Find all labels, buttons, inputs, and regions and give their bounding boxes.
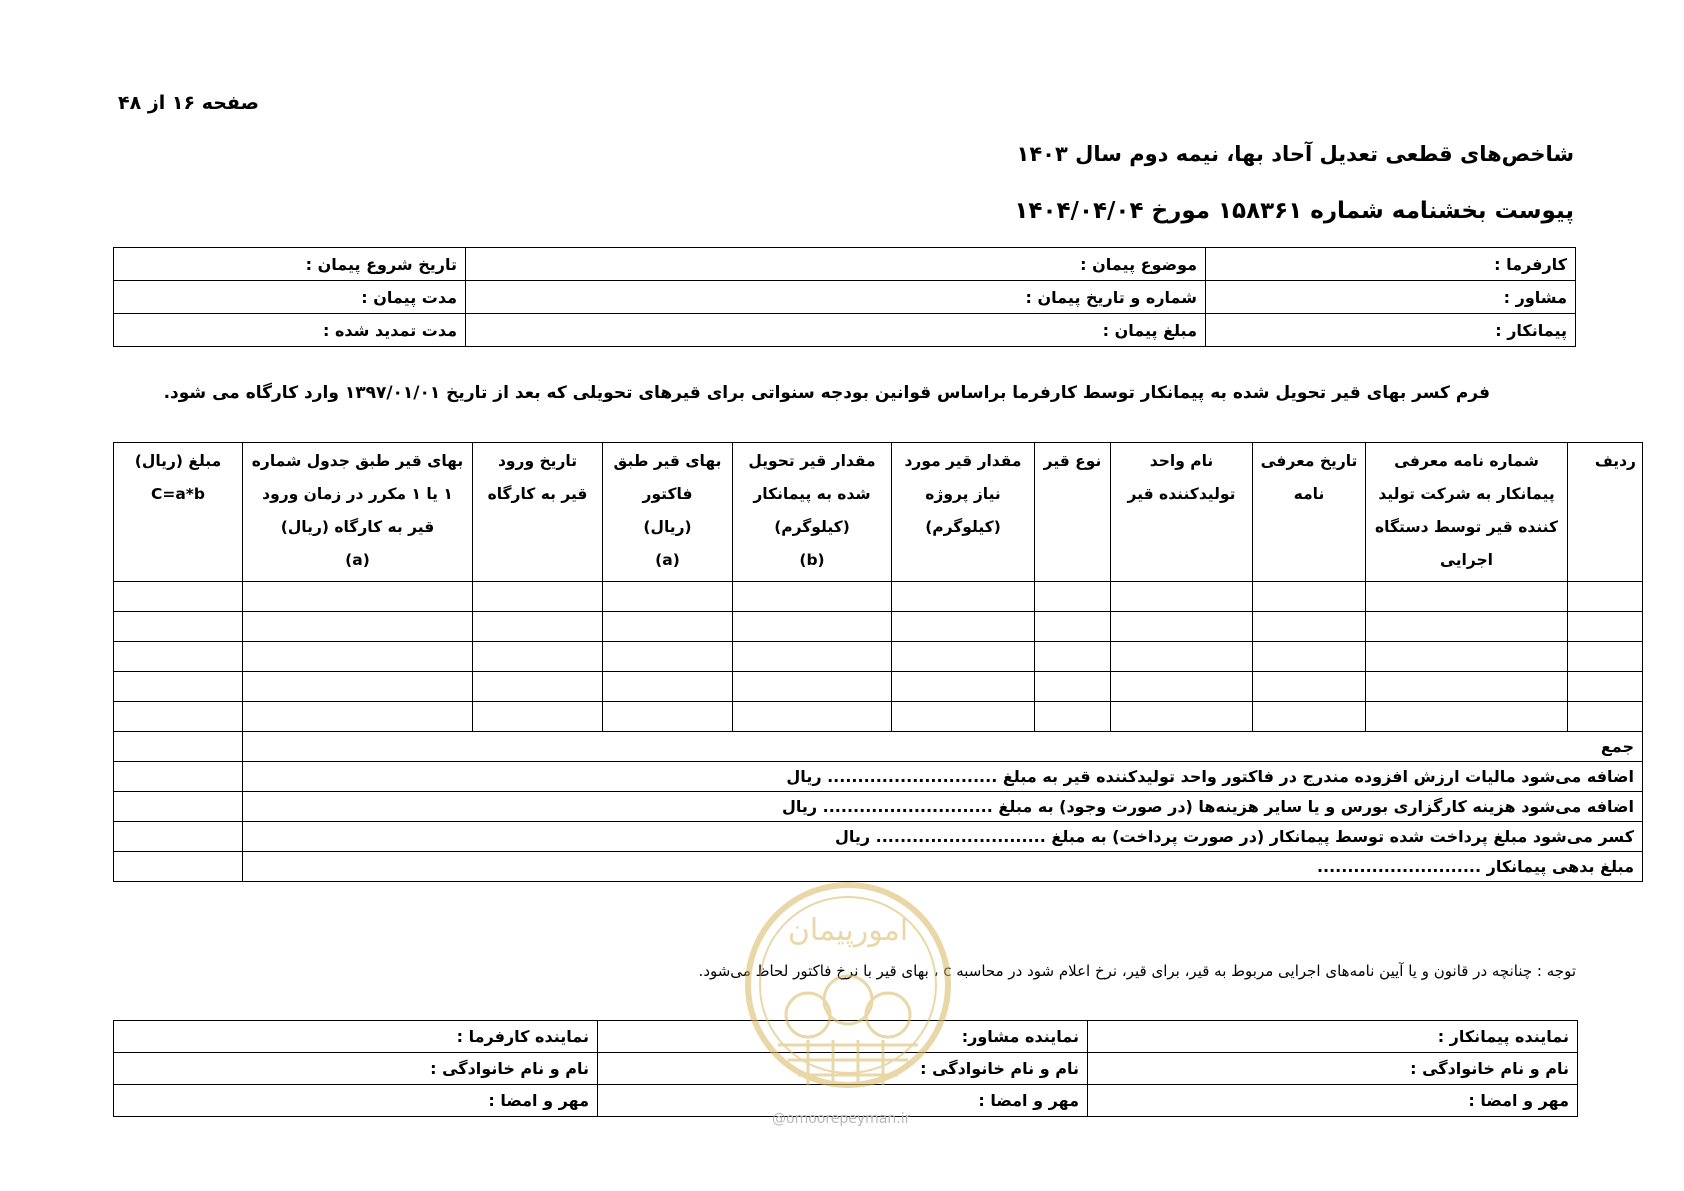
header-line: شماره نامه معرفی bbox=[1394, 452, 1539, 470]
table-cell bbox=[1568, 612, 1643, 642]
table-cell bbox=[1253, 672, 1366, 702]
table-cell bbox=[473, 642, 603, 672]
table-cell bbox=[243, 702, 473, 732]
header-line: قیر به کارگاه (ریال) bbox=[280, 518, 435, 536]
contract-number-date-field: شماره و تاریخ پیمان : bbox=[466, 281, 1206, 314]
header-line: نام واحد bbox=[1149, 452, 1214, 470]
table-row bbox=[114, 642, 1643, 672]
table-cell bbox=[603, 672, 733, 702]
table-cell bbox=[114, 612, 243, 642]
header-line: فاکتور bbox=[642, 485, 693, 503]
table-cell bbox=[1366, 642, 1568, 672]
summary-label: اضافه می‌شود مالیات ارزش افزوده مندرج در فاکتور واحد تولیدکننده قیر به مبلغ ............................ ریال bbox=[243, 762, 1643, 792]
contract-start-date-field: تاریخ شروع پیمان : bbox=[114, 248, 466, 281]
table-cell bbox=[1568, 582, 1643, 612]
signature-row bbox=[114, 1053, 1578, 1085]
extended-duration-field: مدت تمدید شده : bbox=[114, 314, 466, 347]
table-cell bbox=[114, 702, 243, 732]
table-cell bbox=[1111, 642, 1253, 672]
info-row bbox=[114, 314, 1576, 347]
header-line: بهای قیر طبق bbox=[613, 452, 722, 470]
column-header bbox=[1366, 443, 1568, 582]
contractor-stamp-field: مهر و امضا : bbox=[1088, 1085, 1578, 1117]
contractor-fullname-field: نام و نام خانوادگی : bbox=[1088, 1053, 1578, 1085]
table-cell bbox=[243, 672, 473, 702]
contract-info-table bbox=[113, 247, 1576, 347]
note-text: توجه : چنانچه در قانون و یا آیین نامه‌های اجرایی مربوط به قیر، برای قیر، نرخ اعلام شود در محاسبه c ، بهای قیر با نرخ فاکتور لحاظ می‌شود. bbox=[698, 962, 1576, 980]
contract-amount-field: مبلغ پیمان : bbox=[466, 314, 1206, 347]
header-line: مقدار قیر تحویل bbox=[748, 452, 876, 470]
employer-stamp-field: مهر و امضا : bbox=[114, 1085, 598, 1117]
header-line: ۱ یا ۱ مکرر در زمان ورود bbox=[262, 485, 453, 503]
header-line: شده به پیمانکار bbox=[753, 485, 871, 503]
consultant-rep-field: نماینده مشاور: bbox=[598, 1021, 1088, 1053]
svg-text:امورپیمان: امورپیمان bbox=[787, 913, 909, 948]
table-cell bbox=[733, 672, 892, 702]
table-cell bbox=[603, 642, 733, 672]
summary-row bbox=[114, 732, 1643, 762]
table-cell bbox=[733, 612, 892, 642]
summary-label: اضافه می‌شود هزینه کارگزاری بورس و یا سایر هزینه‌ها (در صورت وجود) به مبلغ ............................ ریال bbox=[243, 792, 1643, 822]
header-line: مقدار قیر مورد bbox=[904, 452, 1022, 470]
column-header bbox=[473, 443, 603, 582]
header-line: مبلغ (ریال) bbox=[134, 452, 222, 470]
bitumen-deduction-table bbox=[113, 442, 1643, 882]
summary-amount-cell bbox=[114, 852, 243, 882]
column-header bbox=[1568, 443, 1643, 582]
table-cell bbox=[114, 642, 243, 672]
header-line: اجرایی bbox=[1440, 551, 1493, 569]
document-title: شاخص‌های قطعی تعدیل آحاد بها، نیمه دوم سال ۱۴۰۳ bbox=[1016, 142, 1574, 166]
header-line: (a) bbox=[655, 551, 680, 569]
table-cell bbox=[1111, 612, 1253, 642]
table-cell bbox=[1253, 702, 1366, 732]
table-cell bbox=[1366, 612, 1568, 642]
form-title: فرم کسر بهای قیر تحویل شده به پیمانکار توسط کارفرما براساس قوانین بودجه سنواتی برای قیرهای تحویلی که بعد از تاریخ ۱۳۹۷/۰۱/۰۱ وارد کارگاه می شود. bbox=[163, 383, 1490, 403]
table-cell bbox=[1568, 642, 1643, 672]
table-cell bbox=[1111, 702, 1253, 732]
table-row bbox=[114, 672, 1643, 702]
header-line: تولیدکننده قیر bbox=[1127, 485, 1236, 503]
table-cell bbox=[1035, 582, 1111, 612]
table-row bbox=[114, 612, 1643, 642]
table-cell bbox=[243, 642, 473, 672]
summary-label: مبلغ بدهی پیمانکار ........................... bbox=[243, 852, 1643, 882]
table-cell bbox=[114, 672, 243, 702]
summary-amount-cell bbox=[114, 762, 243, 792]
consultant-fullname-field: نام و نام خانوادگی : bbox=[598, 1053, 1088, 1085]
header-line: نیاز پروژه bbox=[925, 485, 1001, 503]
header-line: C=a*b bbox=[150, 485, 206, 503]
table-row bbox=[114, 702, 1643, 732]
table-cell bbox=[1366, 702, 1568, 732]
table-cell bbox=[1253, 642, 1366, 672]
header-line: پیمانکار به شرکت تولید bbox=[1378, 485, 1555, 503]
table-cell bbox=[1035, 702, 1111, 732]
column-header bbox=[1253, 443, 1366, 582]
table-cell bbox=[473, 672, 603, 702]
consultant-field: مشاور : bbox=[1206, 281, 1576, 314]
consultant-stamp-field: مهر و امضا : bbox=[598, 1085, 1088, 1117]
document-subtitle: پیوست بخشنامه شماره ۱۵۸۳۶۱ مورخ ۱۴۰۴/۰۴/۰۴ bbox=[1014, 198, 1574, 224]
summary-row bbox=[114, 822, 1643, 852]
column-header bbox=[1111, 443, 1253, 582]
summary-row bbox=[114, 852, 1643, 882]
table-cell bbox=[1366, 582, 1568, 612]
signature-row bbox=[114, 1021, 1578, 1053]
table-cell bbox=[1111, 582, 1253, 612]
employer-fullname-field: نام و نام خانوادگی : bbox=[114, 1053, 598, 1085]
contractor-rep-field: نماینده پیمانکار : bbox=[1088, 1021, 1578, 1053]
header-line: (a) bbox=[345, 551, 370, 569]
table-cell bbox=[243, 582, 473, 612]
table-cell bbox=[243, 612, 473, 642]
table-cell bbox=[1111, 672, 1253, 702]
header-line: تاریخ ورود bbox=[497, 452, 578, 470]
header-line: (ریال) bbox=[643, 518, 692, 536]
table-cell bbox=[733, 582, 892, 612]
column-header bbox=[733, 443, 892, 582]
table-cell bbox=[892, 612, 1035, 642]
table-cell bbox=[1035, 672, 1111, 702]
table-cell bbox=[892, 642, 1035, 672]
table-cell bbox=[603, 582, 733, 612]
table-cell bbox=[473, 582, 603, 612]
header-line: (کیلوگرم) bbox=[925, 518, 1001, 536]
contract-duration-field: مدت پیمان : bbox=[114, 281, 466, 314]
signature-table bbox=[113, 1020, 1578, 1117]
header-line: تاریخ معرفی bbox=[1260, 452, 1358, 470]
summary-label: جمع bbox=[243, 732, 1643, 762]
table-cell bbox=[733, 642, 892, 672]
summary-row bbox=[114, 762, 1643, 792]
table-cell bbox=[1253, 612, 1366, 642]
summary-amount-cell bbox=[114, 792, 243, 822]
column-header bbox=[892, 443, 1035, 582]
employer-rep-field: نماینده کارفرما : bbox=[114, 1021, 598, 1053]
table-cell bbox=[1366, 672, 1568, 702]
table-cell bbox=[1035, 642, 1111, 672]
employer-field: کارفرما : bbox=[1206, 248, 1576, 281]
column-header bbox=[243, 443, 473, 582]
table-cell bbox=[733, 702, 892, 732]
watermark-url: @omoorepeyman.ir bbox=[772, 1111, 911, 1127]
table-cell bbox=[603, 702, 733, 732]
column-header bbox=[114, 443, 243, 582]
table-cell bbox=[114, 582, 243, 612]
table-cell bbox=[1568, 702, 1643, 732]
column-header bbox=[1035, 443, 1111, 582]
contract-subject-field: موضوع پیمان : bbox=[466, 248, 1206, 281]
table-cell bbox=[1568, 672, 1643, 702]
table-cell bbox=[1253, 582, 1366, 612]
table-cell bbox=[473, 612, 603, 642]
header-line: کننده قیر توسط دستگاه bbox=[1375, 518, 1558, 536]
summary-label: کسر می‌شود مبلغ پرداخت شده توسط پیمانکار (در صورت پرداخت) به مبلغ ............................ ریال bbox=[243, 822, 1643, 852]
table-cell bbox=[892, 582, 1035, 612]
summary-amount-cell bbox=[114, 822, 243, 852]
summary-amount-cell bbox=[114, 732, 243, 762]
header-line: قیر به کارگاه bbox=[487, 485, 588, 503]
table-cell bbox=[892, 672, 1035, 702]
info-row bbox=[114, 248, 1576, 281]
column-header bbox=[603, 443, 733, 582]
summary-row bbox=[114, 792, 1643, 822]
header-line: نوع قیر bbox=[1043, 452, 1102, 470]
header-line: (b) bbox=[799, 551, 825, 569]
table-header-row bbox=[114, 443, 1643, 582]
contractor-field: پیمانکار : bbox=[1206, 314, 1576, 347]
info-row bbox=[114, 281, 1576, 314]
table-cell bbox=[603, 612, 733, 642]
header-line: بهای قیر طبق جدول شماره bbox=[251, 452, 464, 470]
table-cell bbox=[1035, 612, 1111, 642]
table-cell bbox=[892, 702, 1035, 732]
header-line: نامه bbox=[1293, 485, 1325, 503]
table-cell bbox=[473, 702, 603, 732]
table-row bbox=[114, 582, 1643, 612]
page-number: صفحه ۱۶ از ۴۸ bbox=[118, 92, 259, 114]
header-line: (کیلوگرم) bbox=[774, 518, 850, 536]
header-line: ردیف bbox=[1594, 452, 1636, 470]
